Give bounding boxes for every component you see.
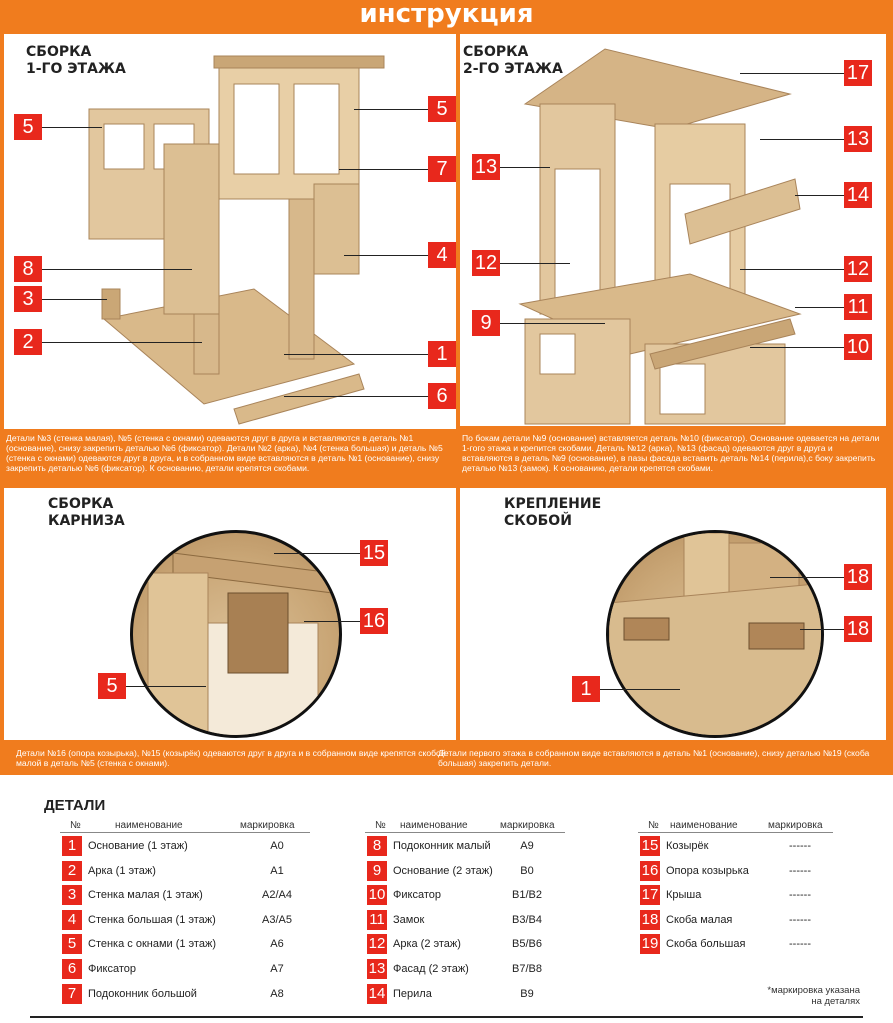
part-number-badge: 14 xyxy=(368,984,386,1002)
callout-cornice-16: 16 xyxy=(360,608,388,634)
part-name: Стенка с окнами (1 этаж) xyxy=(88,938,216,951)
part-number-badge: 17 xyxy=(641,886,659,904)
part-marking: A3/A5 xyxy=(262,913,292,926)
leader-line xyxy=(795,307,844,308)
callout-floor2-14: 14 xyxy=(844,182,872,208)
part-name: Фиксатор xyxy=(393,889,441,902)
part-number-badge: 3 xyxy=(62,885,82,905)
part-name: Арка (2 этаж) xyxy=(393,938,461,951)
part-number-badge: 13 xyxy=(368,960,386,977)
leader-line xyxy=(740,269,844,270)
part-marking: ------ xyxy=(789,938,811,951)
callout-floor1-7: 7 xyxy=(428,156,456,182)
leader-line xyxy=(740,73,844,74)
col1-header-mark: маркировка xyxy=(240,820,295,831)
part-marking: ------ xyxy=(789,864,811,877)
floor1-title: СБОРКА 1-ГО ЭТАЖА xyxy=(26,44,126,77)
parts-table-row xyxy=(62,934,302,958)
callout-floor1-4: 4 xyxy=(428,242,456,268)
callout-floor2-13b: 13 xyxy=(844,126,872,152)
parts-table-row xyxy=(367,959,607,983)
leader-line xyxy=(42,127,102,128)
part-number-badge: 8 xyxy=(367,836,387,856)
part-marking: A8 xyxy=(270,987,284,1000)
leader-line xyxy=(284,396,428,397)
callout-floor1-1: 1 xyxy=(428,341,456,367)
parts-table-row xyxy=(640,934,880,958)
leader-line xyxy=(500,323,605,324)
bracket-caption: Детали первого этажа в собранном виде вставляются в деталь №1 (основание), снизу деталью №19 (скоба большая) закрепить детали. xyxy=(438,748,870,768)
leader-line xyxy=(304,621,360,622)
cornice-detail-circle xyxy=(130,530,342,738)
part-name: Перила xyxy=(393,987,432,1000)
col2-header-name: наименование xyxy=(400,820,468,831)
part-name: Скоба малая xyxy=(666,913,733,926)
part-name: Арка (1 этаж) xyxy=(88,864,156,877)
leader-line xyxy=(354,109,428,110)
part-number-badge: 6 xyxy=(62,959,82,979)
part-name: Стенка большая (1 этаж) xyxy=(88,913,216,926)
col2-header-line xyxy=(365,832,565,833)
callout-floor2-12b: 12 xyxy=(844,256,872,282)
leader-line xyxy=(500,263,570,264)
part-marking: B9 xyxy=(520,987,534,1000)
bracket-illustration xyxy=(609,533,824,738)
col2-header-num: № xyxy=(375,820,386,831)
parts-table-row xyxy=(367,836,607,860)
col3-header-mark: маркировка xyxy=(768,820,823,831)
part-number-badge: 4 xyxy=(62,910,82,930)
leader-line xyxy=(800,629,844,630)
col2-header-mark: маркировка xyxy=(500,820,555,831)
part-number-badge: 1 xyxy=(62,836,82,856)
leader-line xyxy=(339,169,428,170)
callout-bracket-1: 1 xyxy=(572,676,600,702)
parts-table-row xyxy=(640,885,880,909)
parts-table-row xyxy=(367,984,607,1008)
part-number-badge: 15 xyxy=(641,837,659,854)
col3-header-line xyxy=(638,832,833,833)
floor2-caption: По бокам детали №9 (основание) вставляется деталь №10 (фиксатор). Основание одевается на детали 1-гого этажа и крепится скобами. Деталь №12 (арка), №13 (фасад) одеваются друг в друга и вставляются в деталь №9 (основание), в пазы фасада вставить деталь №14 (перила),с боку закрепить деталью №13 (замок). К основанию, детали крепятся скобами. xyxy=(462,433,880,473)
leader-line xyxy=(42,269,192,270)
leader-line xyxy=(42,299,107,300)
leader-line xyxy=(770,577,844,578)
callout-floor1-5a: 5 xyxy=(14,114,42,140)
col1-header-name: наименование xyxy=(115,820,183,831)
part-name: Подоконник малый xyxy=(393,840,491,852)
part-number-badge: 11 xyxy=(367,910,387,930)
part-number-badge: 9 xyxy=(367,861,387,881)
callout-floor2-10: 10 xyxy=(844,334,872,360)
leader-line xyxy=(274,553,360,554)
part-marking: A9 xyxy=(520,840,534,852)
leader-line xyxy=(795,195,844,196)
callout-bracket-18b: 18 xyxy=(844,616,872,642)
part-name: Крыша xyxy=(666,889,702,902)
leader-line xyxy=(126,686,206,687)
part-number-badge: 5 xyxy=(62,934,82,954)
part-marking: ------ xyxy=(789,913,811,926)
part-number-badge: 18 xyxy=(641,910,659,928)
parts-table-row xyxy=(367,934,607,958)
parts-table-row xyxy=(62,910,302,934)
leader-line xyxy=(760,139,844,140)
part-name: Подоконник большой xyxy=(88,987,197,1000)
parts-table-row xyxy=(367,885,607,909)
part-marking: B5/B6 xyxy=(512,938,542,951)
col3-header-name: наименование xyxy=(670,820,738,831)
leader-line xyxy=(500,167,550,168)
part-name: Основание (1 этаж) xyxy=(88,840,188,852)
callout-floor1-5b: 5 xyxy=(428,96,456,122)
col1-header-num: № xyxy=(70,820,81,831)
part-marking: B7/B8 xyxy=(512,963,542,975)
part-name: Опора козырька xyxy=(666,864,749,877)
parts-table-row xyxy=(62,984,302,1008)
cornice-illustration xyxy=(133,533,342,738)
col1-header-line xyxy=(60,832,310,833)
col3-header-num: № xyxy=(648,820,659,831)
part-marking: A0 xyxy=(270,840,284,852)
part-number-badge: 10 xyxy=(368,886,386,904)
callout-floor2-17: 17 xyxy=(844,60,872,86)
callout-floor1-6: 6 xyxy=(428,383,456,409)
floor1-illustration xyxy=(4,34,456,429)
callout-floor1-3: 3 xyxy=(14,286,42,312)
part-number-badge: 2 xyxy=(62,861,82,881)
callout-floor2-13a: 13 xyxy=(472,154,500,180)
leader-line xyxy=(344,255,428,256)
parts-table-row xyxy=(62,861,302,885)
part-name: Скоба большая xyxy=(666,938,746,951)
part-name: Фасад (2 этаж) xyxy=(393,963,469,975)
part-marking: A6 xyxy=(270,938,284,951)
callout-floor1-8: 8 xyxy=(14,256,42,282)
floor1-caption: Детали №3 (стенка малая), №5 (стенка с окнами) одеваются друг в друга и вставляются в деталь №1 (основание), снизу закрепить деталью №6 (фиксатор). Детали №2 (арка), №4 (стенка большая) и деталь №5 (стенка с окнами) одеваются друг в друга, и в собранном виде вставляются в деталь №1 (основание), снизу закрепить деталью №6 (фиксатор). К основанию, детали крепятся скобами. xyxy=(6,433,443,473)
leader-line xyxy=(42,342,202,343)
parts-table-row xyxy=(367,910,607,934)
parts-table-row xyxy=(367,861,607,885)
parts-table-row xyxy=(62,836,302,860)
parts-table-row xyxy=(640,910,880,934)
callout-bracket-18a: 18 xyxy=(844,564,872,590)
part-number-badge: 12 xyxy=(368,935,386,953)
leader-line xyxy=(284,354,428,355)
part-name: Козырёк xyxy=(666,840,709,852)
callout-floor2-11: 11 xyxy=(844,294,872,320)
bracket-panel xyxy=(460,488,886,740)
callout-cornice-5: 5 xyxy=(98,673,126,699)
parts-table-row xyxy=(640,861,880,885)
callout-floor2-9: 9 xyxy=(472,310,500,336)
page-title: инструкция xyxy=(359,0,534,29)
callout-floor1-2: 2 xyxy=(14,329,42,355)
part-marking: A1 xyxy=(270,864,284,877)
leader-line xyxy=(750,347,844,348)
floor2-illustration xyxy=(460,34,886,426)
parts-table-row xyxy=(640,836,880,860)
bracket-title: КРЕПЛЕНИЕ СКОБОЙ xyxy=(504,496,602,529)
floor2-title: СБОРКА 2-ГО ЭТАЖА xyxy=(463,44,563,77)
part-marking: B1/B2 xyxy=(512,889,542,902)
part-name: Фиксатор xyxy=(88,963,136,975)
part-name: Стенка малая (1 этаж) xyxy=(88,889,203,902)
parts-title: ДЕТАЛИ xyxy=(44,797,106,814)
part-marking: A7 xyxy=(270,963,284,975)
bottom-divider xyxy=(30,1016,863,1018)
callout-floor2-12a: 12 xyxy=(472,250,500,276)
part-marking: B3/B4 xyxy=(512,913,542,926)
part-marking: B0 xyxy=(520,864,534,877)
part-marking: ------ xyxy=(789,889,811,902)
part-name: Основание (2 этаж) xyxy=(393,864,493,877)
parts-table-row xyxy=(62,885,302,909)
header-bar xyxy=(0,0,893,30)
cornice-caption: Детали №16 (опора козырька), №15 (козырёк) одеваются друг в друга и в собранном виде крепятся скобой малой в деталь №5 (стенка с окнами). xyxy=(16,748,446,768)
parts-table-row xyxy=(62,959,302,983)
part-name: Замок xyxy=(393,913,425,926)
part-marking: ------ xyxy=(789,840,811,852)
part-marking: A2/A4 xyxy=(262,889,292,902)
leader-line xyxy=(600,689,680,690)
marking-note: *маркировка указана на деталях xyxy=(767,985,860,1007)
callout-cornice-15: 15 xyxy=(360,540,388,566)
cornice-panel xyxy=(4,488,456,740)
cornice-title: СБОРКА КАРНИЗА xyxy=(48,496,125,529)
part-number-badge: 7 xyxy=(62,984,82,1004)
part-number-badge: 16 xyxy=(641,861,659,879)
floor1-panel xyxy=(4,34,456,429)
part-number-badge: 19 xyxy=(641,935,659,953)
bracket-detail-circle xyxy=(606,530,824,738)
floor2-panel xyxy=(460,34,886,426)
